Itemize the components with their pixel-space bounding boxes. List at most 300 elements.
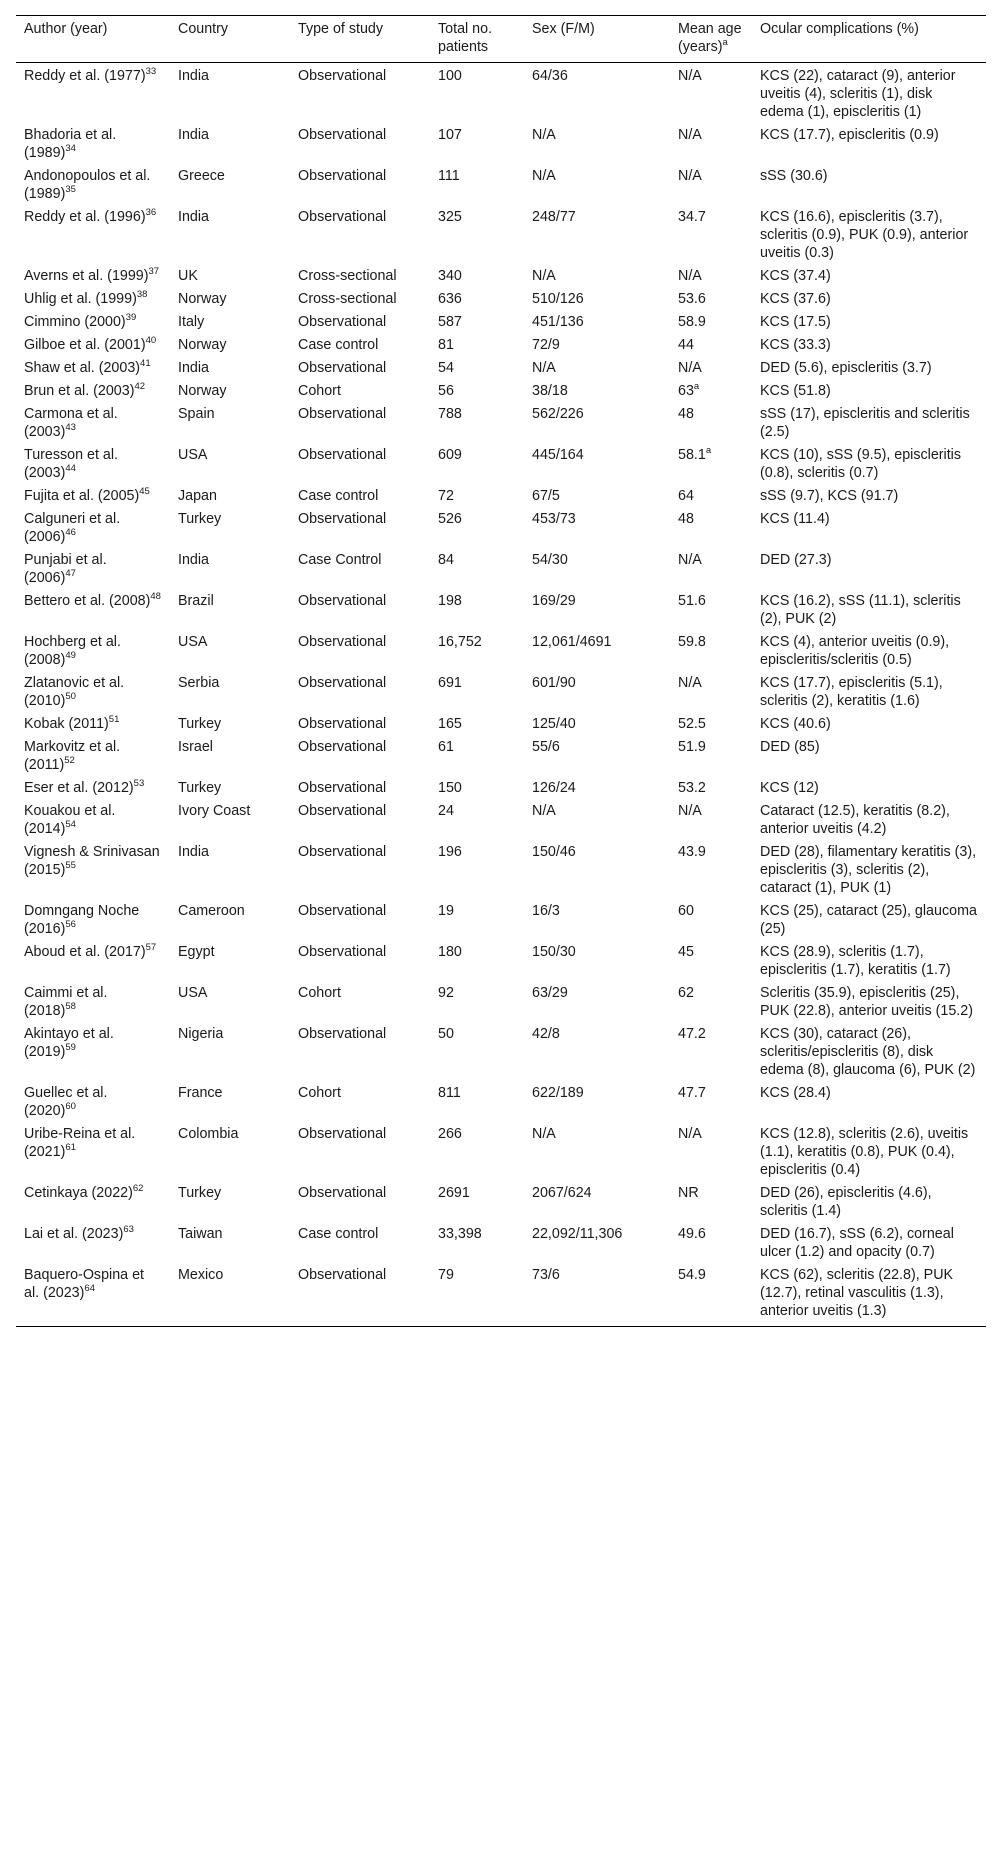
reference-number: 41 [140, 358, 151, 370]
cell-country [170, 775, 290, 798]
col-type-label: Type of study [298, 21, 384, 37]
cell-age [670, 547, 752, 588]
complications-text: KCS (17.7), episcleritis (0.9) [760, 127, 939, 143]
cell-total [430, 332, 524, 355]
cell-author [16, 1262, 170, 1327]
table-row [16, 1080, 986, 1121]
complications-text: Scleritis (35.9), episcleritis (25), PUK (22.8), anterior uveitis (15.2) [760, 985, 973, 1019]
reference-number: 44 [65, 463, 76, 475]
table-row [16, 204, 986, 263]
cell-complications [752, 163, 986, 204]
cell-type [290, 629, 430, 670]
cell-age [670, 483, 752, 506]
cell-type [290, 378, 430, 401]
complications-text: KCS (12) [760, 780, 819, 796]
type-text: Observational [298, 314, 387, 330]
cell-sex [524, 711, 670, 734]
total-text: 165 [438, 716, 462, 732]
author-text: Brun et al. (2003) [24, 383, 135, 399]
reference-number: 35 [65, 184, 76, 196]
cell-country [170, 798, 290, 839]
total-text: 72 [438, 488, 454, 504]
cell-sex [524, 332, 670, 355]
reference-number: 33 [145, 66, 157, 78]
cell-total [430, 63, 524, 123]
type-text: Observational [298, 593, 387, 609]
complications-text: KCS (17.5) [760, 314, 831, 330]
cell-sex [524, 506, 670, 547]
country-text: Spain [178, 406, 215, 422]
cell-age [670, 378, 752, 401]
cell-country [170, 163, 290, 204]
age-text: 44 [678, 337, 694, 353]
cell-country [170, 309, 290, 332]
table-row [16, 1021, 986, 1080]
cell-author [16, 839, 170, 898]
sex-text: 72/9 [532, 337, 560, 353]
country-text: France [178, 1085, 223, 1101]
cell-age [670, 309, 752, 332]
total-text: 180 [438, 944, 462, 960]
cell-age [670, 1021, 752, 1080]
cell-type [290, 63, 430, 123]
cell-age [670, 839, 752, 898]
table-row [16, 163, 986, 204]
author-text: Gilboe et al. (2001) [24, 337, 146, 353]
col-total [430, 16, 524, 63]
table-row [16, 63, 986, 123]
age-text: 53.2 [678, 780, 706, 796]
cell-complications [752, 798, 986, 839]
cell-complications [752, 286, 986, 309]
complications-text: DED (5.6), episcleritis (3.7) [760, 360, 932, 376]
cell-total [430, 734, 524, 775]
type-text: Observational [298, 716, 387, 732]
age-text: 47.7 [678, 1085, 706, 1101]
cell-sex [524, 309, 670, 332]
cell-total [430, 122, 524, 163]
cell-type [290, 1221, 430, 1262]
cell-sex [524, 401, 670, 442]
cell-sex [524, 263, 670, 286]
type-text: Observational [298, 1267, 387, 1283]
cell-country [170, 547, 290, 588]
cell-author [16, 1180, 170, 1221]
country-text: India [178, 360, 210, 376]
author-text: Baquero-Ospina et al. (2023) [24, 1267, 145, 1301]
col-complications-label: Ocular complications (%) [760, 21, 919, 37]
total-text: 609 [438, 447, 462, 463]
cell-total [430, 939, 524, 980]
cell-country [170, 506, 290, 547]
age-text: N/A [678, 675, 702, 691]
table-row [16, 839, 986, 898]
cell-author [16, 547, 170, 588]
country-text: Norway [178, 383, 227, 399]
type-text: Observational [298, 944, 387, 960]
cell-country [170, 1180, 290, 1221]
cell-type [290, 286, 430, 309]
cell-author [16, 204, 170, 263]
cell-author [16, 378, 170, 401]
cell-country [170, 483, 290, 506]
author-text: Bhadoria et al. (1989) [24, 127, 117, 161]
total-text: 196 [438, 844, 462, 860]
sex-text: 562/226 [532, 406, 584, 422]
complications-text: Cataract (12.5), keratitis (8.2), anterior uveitis (4.2) [760, 803, 950, 837]
reference-number: 42 [134, 381, 146, 393]
age-text: N/A [678, 268, 702, 284]
cell-complications [752, 898, 986, 939]
sex-text: 63/29 [532, 985, 568, 1001]
cell-country [170, 1021, 290, 1080]
reference-number: 64 [84, 1283, 95, 1295]
complications-text: KCS (62), scleritis (22.8), PUK (12.7), retinal vasculitis (1.3), anterior uveitis (1.3) [760, 1267, 954, 1319]
type-text: Observational [298, 844, 387, 860]
total-text: 84 [438, 552, 454, 568]
age-text: 48 [678, 511, 694, 527]
complications-text: KCS (40.6) [760, 716, 831, 732]
cell-sex [524, 588, 670, 629]
cell-type [290, 839, 430, 898]
total-text: 100 [438, 68, 462, 84]
cell-country [170, 1121, 290, 1180]
total-text: 33,398 [438, 1226, 482, 1242]
type-text: Case control [298, 488, 379, 504]
cell-age [670, 506, 752, 547]
col-country-label: Country [178, 21, 229, 37]
country-text: Serbia [178, 675, 220, 691]
age-text: N/A [678, 552, 702, 568]
cell-age [670, 939, 752, 980]
cell-age [670, 204, 752, 263]
complications-text: DED (28), filamentary keratitis (3), episcleritis (3), scleritis (2), cataract (1), PUK (1) [760, 844, 977, 896]
table-row [16, 670, 986, 711]
cell-type [290, 939, 430, 980]
country-text: Mexico [178, 1267, 224, 1283]
cell-sex [524, 939, 670, 980]
country-text: Taiwan [178, 1226, 223, 1242]
total-text: 266 [438, 1126, 462, 1142]
complications-text: KCS (4), anterior uveitis (0.9), episcleritis/scleritis (0.5) [760, 634, 950, 668]
cell-age [670, 1180, 752, 1221]
cell-author [16, 1021, 170, 1080]
cell-age [670, 734, 752, 775]
cell-total [430, 1080, 524, 1121]
cell-type [290, 1080, 430, 1121]
cell-author [16, 442, 170, 483]
cell-type [290, 798, 430, 839]
type-text: Observational [298, 68, 387, 84]
cell-sex [524, 204, 670, 263]
cell-author [16, 798, 170, 839]
complications-text: DED (16.7), sSS (6.2), corneal ulcer (1.2) and opacity (0.7) [760, 1226, 954, 1260]
complications-text: sSS (30.6) [760, 168, 828, 184]
table-row [16, 898, 986, 939]
age-text: 34.7 [678, 209, 706, 225]
cell-age [670, 1080, 752, 1121]
cell-total [430, 711, 524, 734]
cell-author [16, 483, 170, 506]
cell-type [290, 122, 430, 163]
header-row [16, 16, 986, 63]
col-country [170, 16, 290, 63]
cell-author [16, 588, 170, 629]
cell-age [670, 798, 752, 839]
cell-complications [752, 332, 986, 355]
sex-text: N/A [532, 360, 556, 376]
table-row [16, 442, 986, 483]
country-text: Turkey [178, 1185, 222, 1201]
type-text: Observational [298, 1185, 387, 1201]
cell-complications [752, 629, 986, 670]
cell-type [290, 775, 430, 798]
cell-total [430, 1221, 524, 1262]
cell-sex [524, 839, 670, 898]
sex-text: 150/30 [532, 944, 576, 960]
sex-text: 125/40 [532, 716, 576, 732]
cell-country [170, 442, 290, 483]
complications-text: DED (26), episcleritis (4.6), scleritis (1.4) [760, 1185, 932, 1219]
age-text: 58.9 [678, 314, 706, 330]
cell-author [16, 506, 170, 547]
author-text: Lai et al. (2023) [24, 1226, 124, 1242]
country-text: USA [178, 634, 208, 650]
complications-text: sSS (9.7), KCS (91.7) [760, 488, 899, 504]
table-row [16, 506, 986, 547]
reference-number: 62 [132, 1183, 144, 1195]
reference-number: 49 [65, 650, 76, 662]
country-text: Norway [178, 291, 227, 307]
cell-country [170, 1221, 290, 1262]
total-text: 92 [438, 985, 454, 1001]
cell-age [670, 401, 752, 442]
cell-sex [524, 629, 670, 670]
cell-author [16, 355, 170, 378]
cell-age [670, 163, 752, 204]
cell-age [670, 286, 752, 309]
cell-complications [752, 378, 986, 401]
table-row [16, 483, 986, 506]
cell-complications [752, 1080, 986, 1121]
total-text: 81 [438, 337, 454, 353]
cell-type [290, 163, 430, 204]
cell-country [170, 355, 290, 378]
cell-complications [752, 588, 986, 629]
col-author-label: Author (year) [24, 21, 108, 37]
cell-total [430, 980, 524, 1021]
cell-total [430, 309, 524, 332]
table-row [16, 263, 986, 286]
col-age-footnote: a [722, 37, 728, 49]
reference-number: 39 [125, 312, 137, 324]
cell-age [670, 355, 752, 378]
author-text: Zlatanovic et al. (2010) [24, 675, 125, 709]
cell-complications [752, 483, 986, 506]
complications-text: KCS (33.3) [760, 337, 831, 353]
sex-text: N/A [532, 127, 556, 143]
age-text: 51.6 [678, 593, 706, 609]
table-body [16, 63, 986, 1327]
total-text: 54 [438, 360, 454, 376]
age-text: N/A [678, 360, 702, 376]
author-text: Shaw et al. (2003) [24, 360, 141, 376]
sex-text: N/A [532, 268, 556, 284]
country-text: Turkey [178, 780, 222, 796]
cell-age [670, 263, 752, 286]
reference-number: 43 [65, 422, 76, 434]
sex-text: 622/189 [532, 1085, 584, 1101]
age-text: 53.6 [678, 291, 706, 307]
cell-type [290, 332, 430, 355]
table-row [16, 547, 986, 588]
sex-text: 510/126 [532, 291, 584, 307]
cell-country [170, 980, 290, 1021]
cell-total [430, 1121, 524, 1180]
country-text: Greece [178, 168, 225, 184]
author-text: Calguneri et al. (2006) [24, 511, 121, 545]
cell-total [430, 263, 524, 286]
cell-type [290, 401, 430, 442]
table-row [16, 629, 986, 670]
reference-number: 46 [65, 527, 76, 539]
complications-text: KCS (28.9), scleritis (1.7), episcleritis (1.7), keratitis (1.7) [760, 944, 951, 978]
cell-country [170, 1080, 290, 1121]
cell-complications [752, 442, 986, 483]
author-text: Andonopoulos et al. (1989) [24, 168, 151, 202]
cell-country [170, 734, 290, 775]
cell-author [16, 775, 170, 798]
age-text: 54.9 [678, 1267, 706, 1283]
reference-number: 47 [65, 568, 76, 580]
reference-number: 63 [123, 1224, 134, 1236]
cell-complications [752, 1121, 986, 1180]
cell-complications [752, 670, 986, 711]
author-text: Eser et al. (2012) [24, 780, 134, 796]
country-text: Israel [178, 739, 213, 755]
cell-complications [752, 263, 986, 286]
author-text: Cimmino (2000) [24, 314, 126, 330]
total-text: 111 [438, 168, 460, 184]
complications-text: KCS (51.8) [760, 383, 831, 399]
table-row [16, 939, 986, 980]
author-text: Carmona et al. (2003) [24, 406, 118, 440]
reference-number: 58 [65, 1001, 76, 1013]
cell-country [170, 332, 290, 355]
cell-country [170, 63, 290, 123]
cell-country [170, 401, 290, 442]
sex-text: N/A [532, 803, 556, 819]
cell-author [16, 1221, 170, 1262]
complications-text: KCS (37.4) [760, 268, 831, 284]
complications-text: KCS (12.8), scleritis (2.6), uveitis (1.1), keratitis (0.8), PUK (0.4), episcleritis (0.4) [760, 1126, 969, 1178]
author-text: Akintayo et al. (2019) [24, 1026, 114, 1060]
type-text: Observational [298, 675, 387, 691]
type-text: Observational [298, 447, 387, 463]
table-row [16, 355, 986, 378]
cell-author [16, 980, 170, 1021]
country-text: India [178, 844, 210, 860]
total-text: 79 [438, 1267, 454, 1283]
cell-complications [752, 204, 986, 263]
country-text: Norway [178, 337, 227, 353]
reference-number: 59 [65, 1042, 76, 1054]
cell-type [290, 734, 430, 775]
cell-sex [524, 1180, 670, 1221]
country-text: Brazil [178, 593, 214, 609]
country-text: India [178, 209, 210, 225]
table-row [16, 401, 986, 442]
cell-sex [524, 122, 670, 163]
table-row [16, 588, 986, 629]
cell-author [16, 711, 170, 734]
cell-total [430, 483, 524, 506]
cell-age [670, 629, 752, 670]
author-text: Fujita et al. (2005) [24, 488, 140, 504]
cell-total [430, 442, 524, 483]
type-text: Observational [298, 127, 387, 143]
country-text: Turkey [178, 716, 222, 732]
sex-text: 150/46 [532, 844, 576, 860]
type-text: Observational [298, 360, 387, 376]
col-age [670, 16, 752, 63]
total-text: 811 [438, 1085, 461, 1101]
cell-author [16, 939, 170, 980]
age-text: 60 [678, 903, 694, 919]
reference-number: 38 [136, 289, 148, 301]
type-text: Case control [298, 1226, 379, 1242]
complications-text: sSS (17), episcleritis and scleritis (2.5) [760, 406, 970, 440]
cell-age [670, 775, 752, 798]
author-text: Aboud et al. (2017) [24, 944, 146, 960]
table-row [16, 332, 986, 355]
cell-country [170, 204, 290, 263]
country-text: USA [178, 447, 208, 463]
reference-number: 45 [139, 486, 150, 498]
reference-number: 50 [65, 691, 76, 703]
sex-text: 64/36 [532, 68, 568, 84]
cell-sex [524, 798, 670, 839]
cell-sex [524, 355, 670, 378]
sex-text: 248/77 [532, 209, 576, 225]
total-text: 107 [438, 127, 462, 143]
cell-total [430, 547, 524, 588]
cell-type [290, 506, 430, 547]
col-age-label: Mean age (years) [678, 21, 742, 55]
cell-country [170, 122, 290, 163]
cell-author [16, 332, 170, 355]
complications-text: KCS (22), cataract (9), anterior uveitis (4), scleritis (1), disk edema (1), episcleritis (1) [760, 68, 956, 120]
table-row [16, 711, 986, 734]
age-footnote: a [693, 381, 700, 393]
reference-number: 57 [145, 942, 157, 954]
cell-country [170, 588, 290, 629]
cell-type [290, 711, 430, 734]
age-text: 59.8 [678, 634, 706, 650]
author-text: Hochberg et al. (2008) [24, 634, 121, 668]
cell-type [290, 1021, 430, 1080]
complications-text: KCS (25), cataract (25), glaucoma (25) [760, 903, 977, 937]
cell-type [290, 547, 430, 588]
type-text: Cross-sectional [298, 268, 397, 284]
sex-text: 453/73 [532, 511, 576, 527]
cell-author [16, 670, 170, 711]
cell-country [170, 939, 290, 980]
age-text: 51.9 [678, 739, 706, 755]
age-text: N/A [678, 127, 702, 143]
sex-text: 55/6 [532, 739, 560, 755]
type-text: Observational [298, 1026, 387, 1042]
